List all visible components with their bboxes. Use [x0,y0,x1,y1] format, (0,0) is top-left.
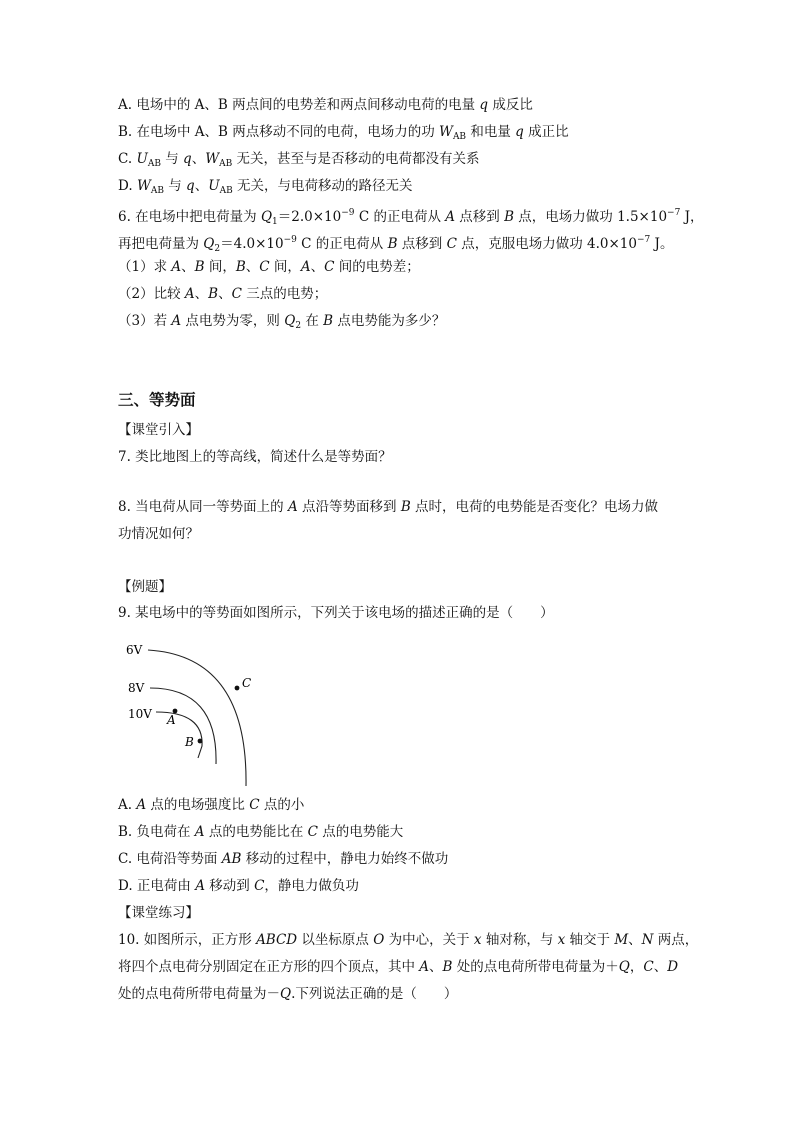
q9-option-b: B. 负电荷在 A 点的电势能比在 C 点的电势能大 [118,824,404,840]
q9-option-d: D. 正电荷由 A 移动到 C，静电力做负功 [118,878,359,894]
label-10v: 10V [128,707,152,721]
equipotential-6v [148,650,246,786]
point-b-label: B [185,735,194,749]
q8-line-2: 功情况如何？ [118,526,199,542]
point-c-label: C [242,676,252,690]
q9-text: 9. 某电场中的等势面如图所示，下列关于该电场的描述正确的是（ ） [118,605,554,621]
equipotential-8v [150,688,216,764]
q5-option-a: A. 电场中的 A、B 两点间的电势差和两点间移动电荷的电量 q 成反比 [118,97,533,113]
q6-line-2: 再把电荷量为 $Q_2=4.0\times 10^{-9}$ C 的正电荷从 B 点移到 C 点，克服电场力做功 $4.0\times 10^{-7}$ J。 [118,235,674,254]
equipotential-figure [118,634,268,790]
q9-option-c: C. 电荷沿等势面 AB 移动的过程中，静电力始终不做功 [118,851,449,867]
point-b [198,739,203,744]
q6-line-1: 6. 在电场中把电荷量为 $Q_1=2.0\times 10^{-9}$ C 的正电荷从 A 点移到 B 点，电场力做功 $1.5\times 10^{-7}$ J， [118,208,704,227]
q5-option-b: B. 在电场中 A、B 两点移动不同的电荷，电场力的功 $W_{AB}$ 和电量 q 成正比 [118,124,569,142]
q10-line-2: 将四个点电荷分别固定在正方形的四个顶点，其中 A、B 处的点电荷所带电荷量为＋Q，C、D [118,959,679,975]
q10-line-1: 10. 如图所示，正方形 ABCD 以坐标原点 O 为中心，关于 x 轴对称，与 x 轴交于 M、N 两点， [118,932,699,948]
practice-tag: 【课堂练习】 [118,905,199,921]
q10-line-3: 处的点电荷所带电荷量为－Q.下列说法正确的是（ ） [118,986,458,1002]
q7-text: 7. 类比地图上的等高线，简述什么是等势面？ [118,449,392,465]
example-tag: 【例题】 [118,579,172,595]
q6-sub-1: （1）求 A、B 间，B、C 间，A、C 间的电势差； [118,259,420,275]
q6-sub-2: （2）比较 A、B、C 三点的电势； [118,286,328,302]
intro-tag: 【课堂引入】 [118,422,199,438]
equipotential-10v [156,712,202,758]
q9-option-a: A. A 点的电场强度比 C 点的小 [118,797,305,813]
label-8v: 8V [128,681,145,695]
point-c [235,686,240,691]
q5-option-c: C. $U_{AB}$ 与 q、$W_{AB}$ 无关，甚至与是否移动的电荷都没有关系 [118,151,480,169]
q5-option-d: D. $W_{AB}$ 与 q、$U_{AB}$ 无关，与电荷移动的路径无关 [118,178,413,196]
q8-line-1: 8. 当电荷从同一等势面上的 A 点沿等势面移到 B 点时，电荷的电势能是否变化？电场力做 [118,499,659,515]
q6-sub-3: （3）若 A 点电势为零，则 $Q_2$ 在 B 点电势能为多少？ [118,313,446,331]
section-title: 三、等势面 [118,390,196,409]
point-a-label: A [167,713,176,727]
label-6v: 6V [126,643,143,657]
